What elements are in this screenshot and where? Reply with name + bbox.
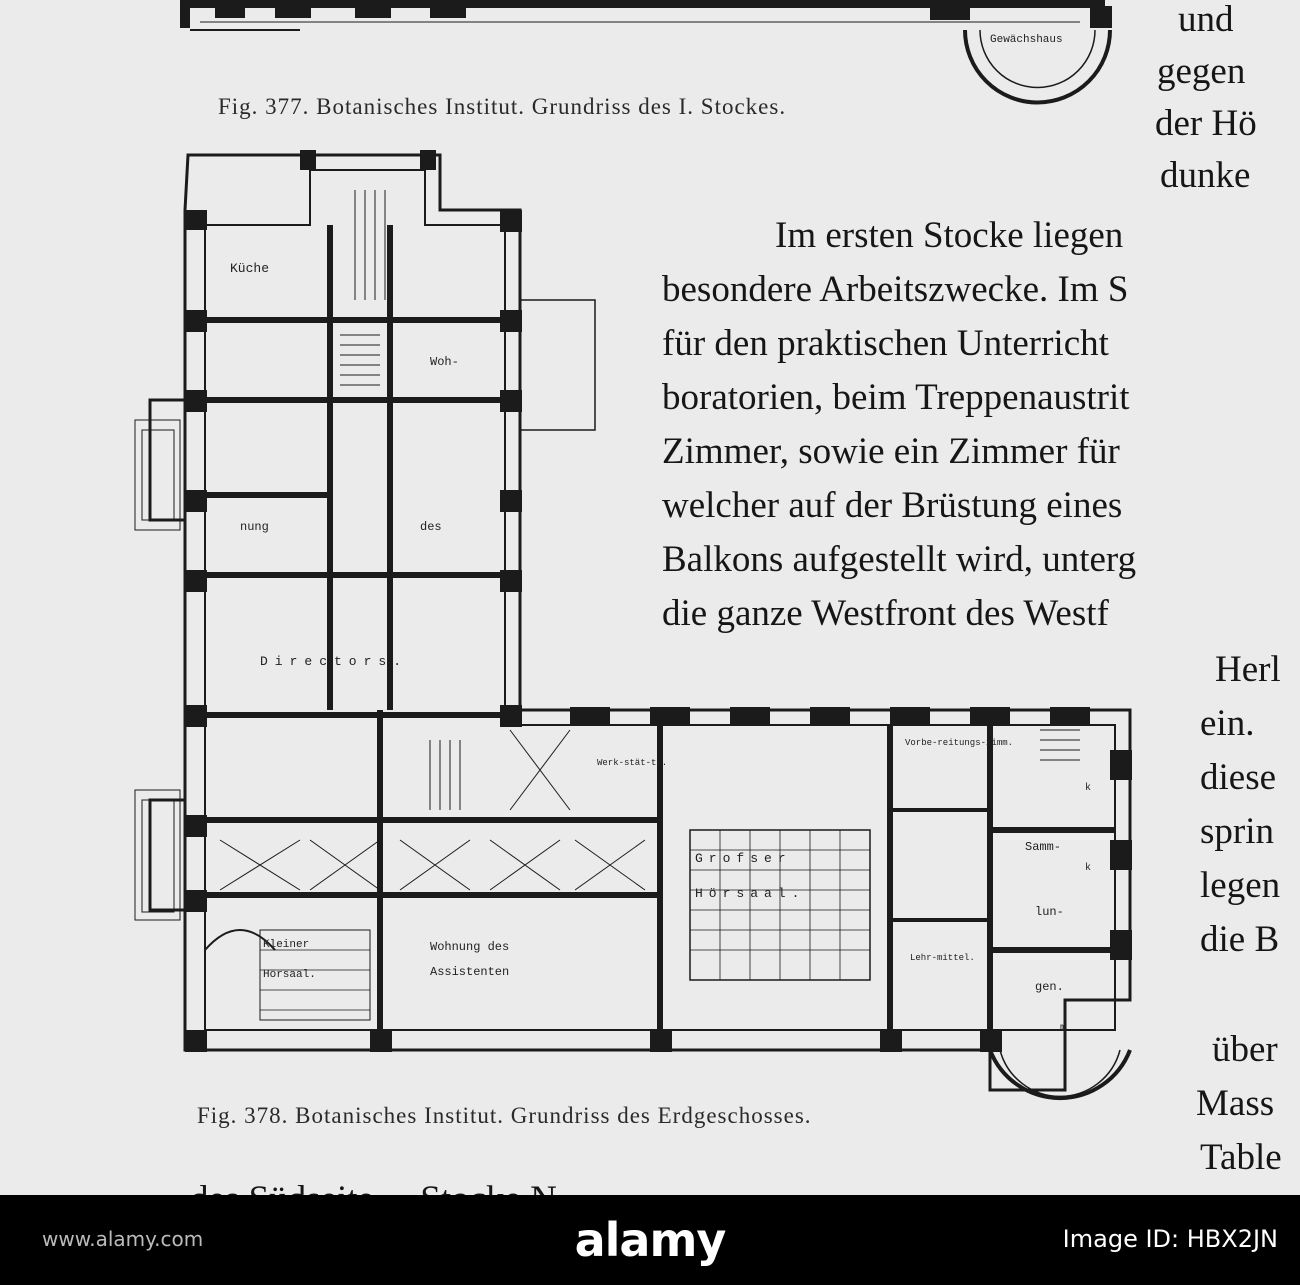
stock-watermark-bar [0,1195,1300,1285]
label-kleiner-hoersaal-2: Hörsaal. [263,969,316,981]
label-wohnung-assistenten-2: Assistenten [430,965,510,979]
label-wohnung-assistenten-1: Wohnung des [430,940,510,954]
label-lehrmittel: Lehr-mittel. [910,953,975,963]
text-line-5: Im ersten Stocke liegen [775,215,1124,256]
text-line-14: ein. [1200,703,1255,744]
text-line-16: sprin [1200,811,1274,852]
text-line-9: Zimmer, sowie ein Zimmer für [662,431,1120,472]
text-line-4: dunke [1160,155,1251,196]
text-line-15: diese [1200,757,1277,798]
label-wohnung-a: Woh- [430,355,459,369]
text-line-12: die ganze Westfront des Westf [662,593,1109,634]
label-kueche: Küche [230,261,270,276]
fig377-caption: Fig. 377. Botanisches Institut. Grundriss des I. Stockes. [218,94,787,119]
label-wohnung-b: nung [240,520,269,534]
text-line-7: für den praktischen Unterricht [662,323,1109,364]
label-sammlungen-2: lun- [1035,905,1064,919]
label-k-2: k [1085,863,1092,874]
label-werkstaette: Werk-stät-te. [597,758,668,768]
label-grosser-hoersaal-2: Hörsaal. [695,886,806,901]
label-grosser-hoersaal-1: Grofser [695,851,792,866]
text-line-1: und [1178,0,1234,40]
image-id: Image ID: HBX2JN [1062,1225,1278,1253]
text-line-8: boratorien, beim Treppenaustrit [662,377,1130,418]
gewaechshaus-label: Gewächshaus [990,34,1063,46]
stock-url: www.alamy.com [42,1227,204,1251]
label-wohnung-c: des [420,520,442,534]
text-line-20: Mass [1196,1083,1275,1124]
text-line-10: welcher auf der Brüstung eines [662,485,1123,526]
label-directors: Directors. [260,654,409,669]
text-line-18: die B [1200,919,1280,960]
label-sammlungen-1: Samm- [1025,840,1062,854]
text-line-3: der Hö [1155,103,1257,144]
text-line-2: gegen [1157,51,1246,92]
label-kleiner-hoersaal-1: Kleiner [263,939,310,951]
alamy-logo: alamy [574,1213,726,1267]
label-m: m [1060,1023,1067,1034]
text-line-6: besondere Arbeitszwecke. Im S [662,269,1129,310]
text-line-21: Table [1200,1137,1282,1178]
fig378-caption: Fig. 378. Botanisches Institut. Grundriss des Erdgeschosses. [197,1103,812,1128]
label-vorbereitungszimmer: Vorbe-reitungs-zimm. [905,738,1014,748]
label-k-1: k [1085,783,1092,794]
label-sammlungen-3: gen. [1035,980,1064,994]
text-line-13: Herl [1215,649,1281,690]
text-line-19: über [1212,1029,1278,1070]
text-line-11: Balkons aufgestellt wird, unterg [662,539,1137,580]
text-line-17: legen [1200,865,1281,906]
